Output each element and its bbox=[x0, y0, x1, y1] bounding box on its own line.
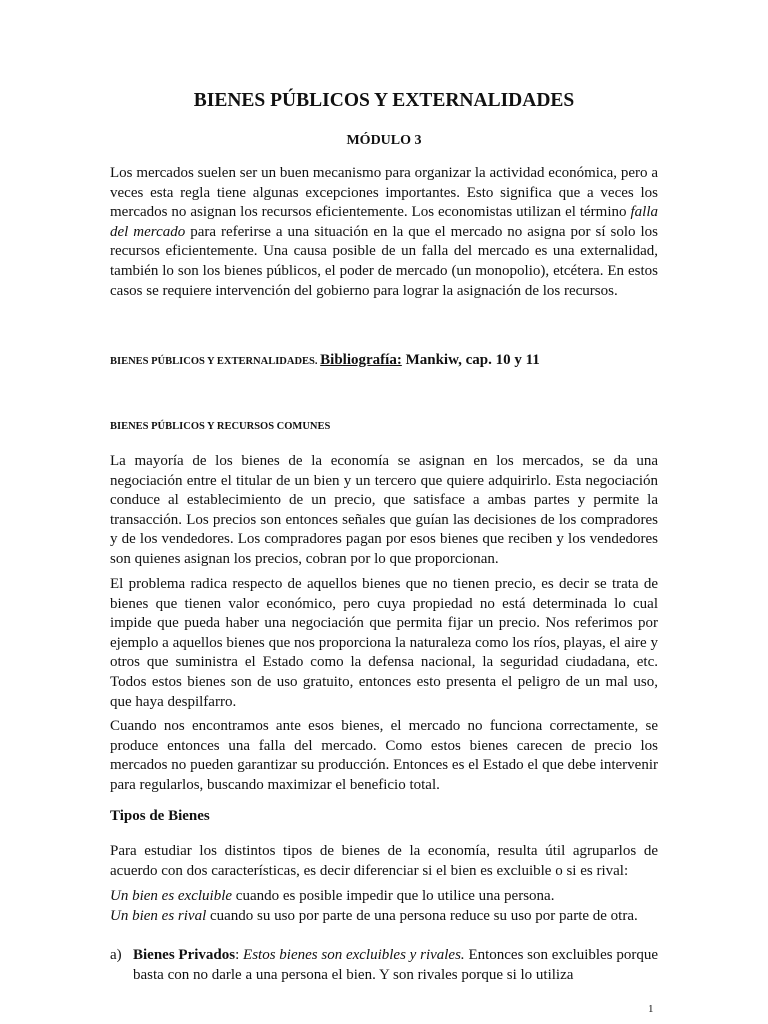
definition-term: Un bien es excluible bbox=[110, 888, 233, 904]
definition-text: cuando es posible impedir que lo utilice una persona. bbox=[232, 888, 555, 904]
intro-paragraph bbox=[110, 164, 658, 301]
types-intro: Para estudiar los distintos tipos de bienes de la economía, resulta útil agruparlos de acuerdo con dos características, es decir diferenciar si el bien es excluible o si es rival: bbox=[110, 843, 658, 879]
types-heading: Tipos de Bienes bbox=[110, 808, 210, 824]
definition-text: cuando su uso por parte de una persona reduce su uso por parte de otra. bbox=[206, 908, 638, 924]
list-item-italic: Estos bienes son excluibles y rivales. bbox=[243, 947, 465, 963]
bibliography-label: Bibliografía: bbox=[320, 352, 402, 368]
page-number: 1 bbox=[648, 1003, 654, 1015]
list-marker: a) bbox=[110, 947, 122, 963]
bibliography-reference: Mankiw, cap. 10 y 11 bbox=[401, 352, 540, 368]
definition-term: Un bien es rival bbox=[110, 908, 207, 924]
module-label: MÓDULO 3 bbox=[346, 133, 422, 148]
document-title: BIENES PÚBLICOS Y EXTERNALIDADES bbox=[193, 90, 575, 111]
list-item-term: Bienes Privados bbox=[133, 947, 236, 963]
bibliography-heading: BIENES PÚBLICOS Y EXTERNALIDADES. bbox=[110, 356, 318, 367]
intro-italic-term: falla del mercado bbox=[110, 204, 658, 240]
bibliography-line bbox=[110, 352, 658, 369]
definition-excluible bbox=[110, 887, 658, 907]
list-item-text: Entonces son excluibles porque basta con no darle a una persona el bien. Y son rivales porque si lo utiliza bbox=[133, 947, 658, 983]
section-subheading: BIENES PÚBLICOS Y RECURSOS COMUNES bbox=[110, 421, 331, 432]
intro-text-part1: Los mercados suelen ser un buen mecanismo para organizar la actividad económica, pero a veces esta regla tiene algunas excepciones importantes. Esto significa que a veces los mercados no asignan los recursos eficientemente. Los economistas utilizan el término bbox=[110, 165, 658, 221]
paragraph-markets: La mayoría de los bienes de la economía se asignan en los mercados, se da una negociación entre el titular de un bien y un tercero que quiere adquirirlo. Esta negociación conduce al establecimiento de un precio, que satisface a ambas partes y permite la transacción. Los precios son entonces señales que guían las decisiones de los compradores y de los vendedores. Los compradores pagan por esos bienes que reciben y los vendedores son quienes asignan los precios, cobran por lo que proporcionan. bbox=[110, 453, 658, 567]
intro-text-part2: para referirse a una situación en la que el mercado no asigna por sí solo los recursos eficientemente. Una causa posible de un falla del mercado es una externalidad, también lo son los bienes públicos, el poder de mercado (un monopolio), etcétera. En estos casos se requiere intervención del gobierno para lograr la asignación de los recursos. bbox=[110, 223, 658, 299]
list-item-body bbox=[133, 946, 658, 985]
paragraph-market-failure: Cuando nos encontramos ante esos bienes, el mercado no funciona correctamente, se produce entonces una falla del mercado. Como estos bienes carecen de precio los mercados no pueden garantizar su producción. Entonces es el Estado el que debe intervenir para regularlos, buscando maximizar el beneficio total. bbox=[110, 718, 658, 793]
list-item-colon: : bbox=[235, 947, 244, 963]
paragraph-problem: El problema radica respecto de aquellos bienes que no tienen precio, es decir se trata de bienes que tienen valor económico, pero cuya propiedad no está determinada lo cual impide que pueda haber una negociación que permita fijar un precio. Nos referimos por ejemplo a aquellos bienes que nos proporciona la naturaleza como los ríos, playas, el aire y otros que suministra el Estado como la defensa nacional, la seguridad ciudadana, etc. Todos estos bienes son de uso gratuito, entonces esto presenta el peligro de un mal uso, que haya despilfarro. bbox=[110, 576, 658, 710]
definition-rival bbox=[110, 907, 658, 927]
